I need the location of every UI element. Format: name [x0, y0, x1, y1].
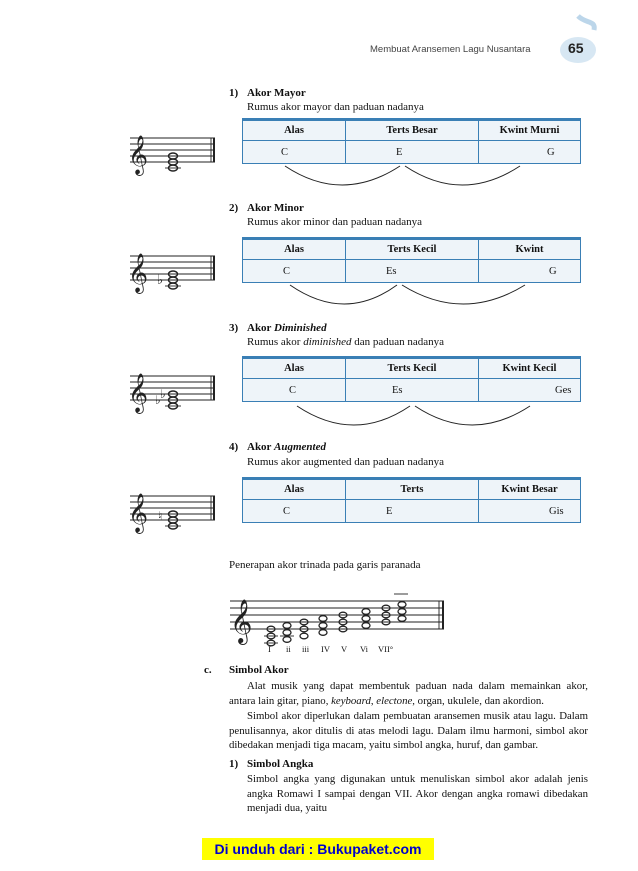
roman-label: iii [302, 644, 310, 654]
table-header: Kwint [479, 239, 581, 260]
svg-text:𝄞: 𝄞 [128, 255, 149, 292]
svg-text:♮: ♮ [158, 509, 163, 523]
roman-label: VII° [378, 644, 394, 654]
table-cell: E [346, 500, 479, 523]
table-header: Alas [243, 120, 346, 141]
table-cell: Gis [549, 505, 564, 517]
table-cell: G [549, 265, 557, 277]
paragraph-2: Simbol akor diperlukan dalam pembuatan aransemen musik atau lagu. Dalam penulisannya, akor ditulis di atas melodi lagu. Dalam ilmu harmoni, simbol akor dibedakan menjadi tiga macam, yaitu simbol angka, huruf, dan gambar. [229, 710, 588, 751]
svg-text:𝄞: 𝄞 [128, 495, 149, 532]
roman-label: V [341, 644, 348, 654]
subsection-title: Simbol Angka [247, 758, 314, 770]
section-4-title: Akor Augmented [247, 441, 326, 453]
chord-table-augmented [242, 477, 581, 523]
subsection-number: 1) [229, 758, 239, 770]
table-header: Terts Kecil [346, 358, 479, 379]
page-number: 65 [568, 40, 584, 56]
table-header: Kwint Murni [479, 120, 581, 141]
svg-text:♭: ♭ [157, 272, 164, 287]
svg-text:♭: ♭ [155, 393, 161, 407]
interval-arcs-3 [292, 404, 552, 434]
section-1-desc: Rumus akor mayor dan paduan nadanya [247, 101, 424, 113]
section-c-title: Simbol Akor [229, 664, 289, 676]
section-2-desc: Rumus akor minor dan paduan nadanya [247, 216, 423, 228]
section-2-number: 2) [229, 202, 239, 214]
table-header: Alas [243, 239, 346, 260]
svg-text:𝄞: 𝄞 [128, 375, 149, 412]
running-header: Membuat Aransemen Lagu Nusantara [370, 44, 531, 55]
interval-arcs-1 [280, 164, 540, 194]
section-3-number: 3) [229, 322, 239, 334]
chord-table-minor [242, 237, 581, 283]
triad-caption: Penerapan akor trinada pada garis paranada [229, 559, 421, 571]
section-4-number: 4) [229, 441, 239, 453]
section-4-desc: Rumus akor augmented dan paduan nadanya [247, 456, 445, 468]
table-header: Terts Kecil [346, 239, 479, 260]
table-cell: C [243, 379, 346, 402]
chord-table-diminished [242, 356, 581, 402]
svg-text:𝄞: 𝄞 [230, 601, 253, 643]
table-cell: C [243, 500, 346, 523]
staff-major-chord [125, 128, 225, 178]
table-header: Terts Besar [346, 120, 479, 141]
table-cell: Es [346, 379, 479, 402]
svg-text:♭: ♭ [160, 387, 166, 401]
section-c-label: c. [204, 664, 212, 676]
section-3-title: Akor Diminished [247, 322, 327, 334]
section-1-number: 1) [229, 87, 239, 99]
roman-label: ii [286, 644, 291, 654]
table-header: Terts [346, 479, 479, 500]
interval-arcs-2 [285, 283, 545, 313]
roman-label: I [268, 644, 271, 654]
table-header: Alas [243, 479, 346, 500]
table-header: Kwint Kecil [479, 358, 581, 379]
roman-label: IV [321, 644, 330, 654]
table-header: Alas [243, 358, 346, 379]
paragraph-1: Alat musik yang dapat membentuk paduan nada dalam memainkan akor, antara lain gitar, piano, keyboard, electone, organ, ukulele, dan akordion. [229, 680, 588, 707]
roman-label: Vi [360, 644, 368, 654]
table-cell: C [243, 260, 346, 283]
section-1-title: Akor Mayor [247, 87, 306, 99]
svg-text:𝄞: 𝄞 [128, 137, 149, 174]
table-cell: Es [346, 260, 479, 283]
section-3-desc: Rumus akor diminished dan paduan nadanya [247, 336, 445, 348]
table-cell: E [346, 141, 479, 164]
table-cell: Ges [555, 384, 572, 396]
chord-table-major [242, 118, 581, 164]
table-cell: G [547, 146, 555, 158]
staff-minor-chord [125, 246, 225, 296]
section-2-title: Akor Minor [247, 202, 304, 214]
table-header: Kwint Besar [479, 479, 581, 500]
table-cell: C [243, 141, 346, 164]
download-source-banner[interactable]: Di unduh dari : Bukupaket.com [202, 838, 434, 860]
paragraph-3: Simbol angka yang digunakan untuk menuliskan simbol akor adalah jenis angka Romawi I sampai dengan VII. Akor dengan angka romawi dibedakan menjadi dua, yaitu [247, 773, 588, 814]
staff-diminished-chord [125, 366, 225, 416]
staff-augmented-chord [125, 486, 225, 536]
